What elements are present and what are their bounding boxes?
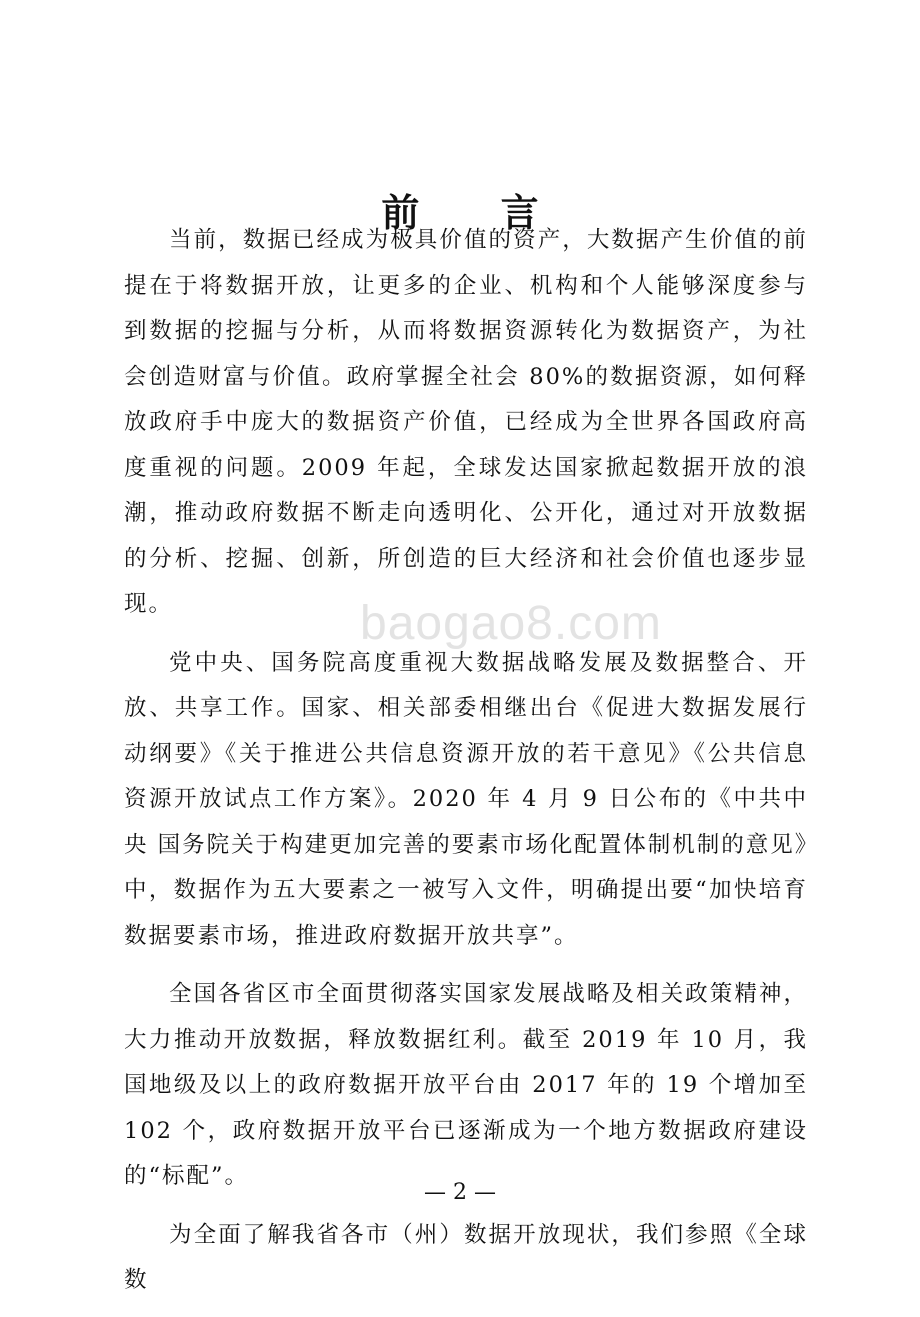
paragraph: 党中央、国务院高度重视大数据战略发展及数据整合、开放、共享工作。国家、相关部委相继出台《促进大数据发展行动纲要》《关于推进公共信息资源开放的若干意见》《公共信息资源开放试点工作方案》。2020 年 4 月 9 日公布的《中共中央 国务院关于构建更加完善的要素市场化配置体制机制的意见》中，数据作为五大要素之一被写入文件，明确提出要“加快培育数据要素市场，推进政府数据开放共享”。 [124, 649, 808, 949]
watermark: baogao8.com [360, 597, 662, 650]
body-text [124, 218, 808, 1317]
paragraph: 当前，数据已经成为极具价值的资产，大数据产生价值的前提在于将数据开放，让更多的企业、机构和个人能够深度参与到数据的挖掘与分析，从而将数据资源转化为数据资产，为社会创造财富与价值。政府掌握全社会 80%的数据资源，如何释放政府手中庞大的数据资产价值，已经成为全世界各国政府高度重视的问题。2009 年起，全球发达国家掀起数据开放的浪潮，推动政府数据不断走向透明化、公开化，通过对开放数据的分析、挖掘、创新，所创造的巨大经济和社会价值也逐步显现。 [124, 227, 808, 617]
page-title: 前 言 [381, 190, 573, 236]
paragraph: 为全面了解我省各市（州）数据开放现状，我们参照《全球数 [124, 1221, 808, 1293]
paragraph: 全国各省区市全面贯彻落实国家发展战略及相关政策精神，大力推动开放数据，释放数据红利。截至 2019 年 10 月，我国地级及以上的政府数据开放平台由 2017 年的 19 个增加至 102 个，政府数据开放平台已逐渐成为一个地方数据政府建设的“标配”。 [124, 981, 808, 1189]
page-number: — 2 — [424, 1180, 496, 1205]
